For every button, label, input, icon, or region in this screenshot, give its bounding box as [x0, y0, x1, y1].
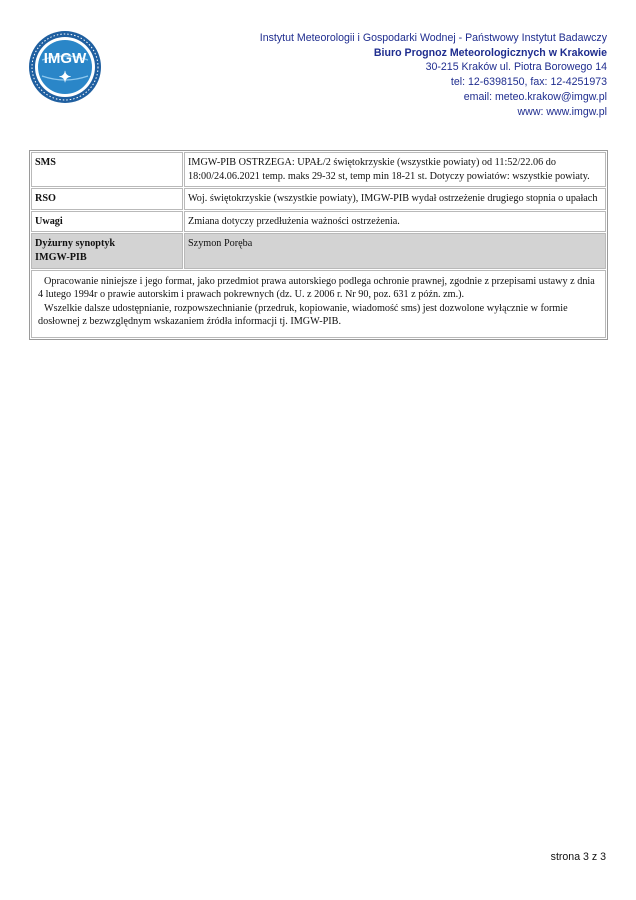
row-label-rso: RSO: [31, 188, 183, 210]
table-row: [31, 152, 606, 187]
row-value-uwagi: Zmiana dotyczy przedłużenia ważności ostrzeżenia.: [184, 211, 606, 233]
row-label-uwagi: Uwagi: [31, 211, 183, 233]
table-row: [31, 211, 606, 233]
row-label-forecaster: [31, 233, 183, 268]
institute-header: [260, 31, 607, 119]
svg-text:✦: ✦: [58, 69, 72, 86]
forecaster-label-line1: Dyżurny synoptyk: [35, 238, 116, 250]
row-value-rso: Woj. świętokrzyskie (wszystkie powiaty), IMGW-PIB wydał ostrzeżenie drugiego stopnia o upałach: [184, 188, 606, 210]
imgw-logo-icon: [28, 30, 102, 104]
address: 30-215 Kraków ul. Piotra Borowego 14: [425, 61, 607, 74]
row-value-forecaster: Szymon Poręba: [184, 233, 606, 268]
warning-table: [29, 150, 608, 340]
logo-text: IMGW: [43, 50, 87, 67]
website: www: www.imgw.pl: [517, 105, 607, 118]
row-label-sms: SMS: [31, 152, 183, 187]
office-name: Biuro Prognoz Meteorologicznych w Krakowie: [373, 46, 607, 59]
page-number: strona 3 z 3: [550, 851, 606, 863]
copyright-notice: [31, 270, 606, 338]
table-row: [31, 188, 606, 210]
institute-name: Instytut Meteorologii i Gospodarki Wodnej - Państwowy Instytut Badawczy: [259, 32, 607, 44]
phone-fax: tel: 12-6398150, fax: 12-4251973: [450, 76, 607, 89]
forecaster-label-line2: IMGW-PIB: [35, 251, 87, 263]
table-row: [31, 270, 606, 338]
copyright-paragraph-1: Opracowanie niniejsze i jego format, jako przedmiot prawa autorskiego podlega ochronie prawnej, zgodnie z przepisami ustawy z dnia 4 lutego 1994r o prawie autorskim i prawach pokrewnych (dz. U. z 2006 r. Nr 90, poz. 631 z późn. zm.).: [38, 275, 595, 301]
copyright-paragraph-2: Wszelkie dalsze udostępnianie, rozpowszechnianie (przedruk, kopiowanie, wiadomość sms) jest dozwolone wyłącznie w formie dosłownej z bezwzględnym wskazaniem źródła informacji tj. IMGW-PIB.: [38, 302, 568, 328]
row-value-sms: IMGW-PIB OSTRZEGA: UPAŁ/2 świętokrzyskie (wszystkie powiaty) od 11:52/22.06 do 18:00/24.06.2021 temp. maks 29-32 st, temp min 18-21 st. Dotyczy powiatów: wszystkie powiaty.: [184, 152, 606, 187]
email: email: meteo.krakow@imgw.pl: [463, 90, 607, 103]
table-row: [31, 233, 606, 268]
imgw-logo: [28, 30, 102, 104]
